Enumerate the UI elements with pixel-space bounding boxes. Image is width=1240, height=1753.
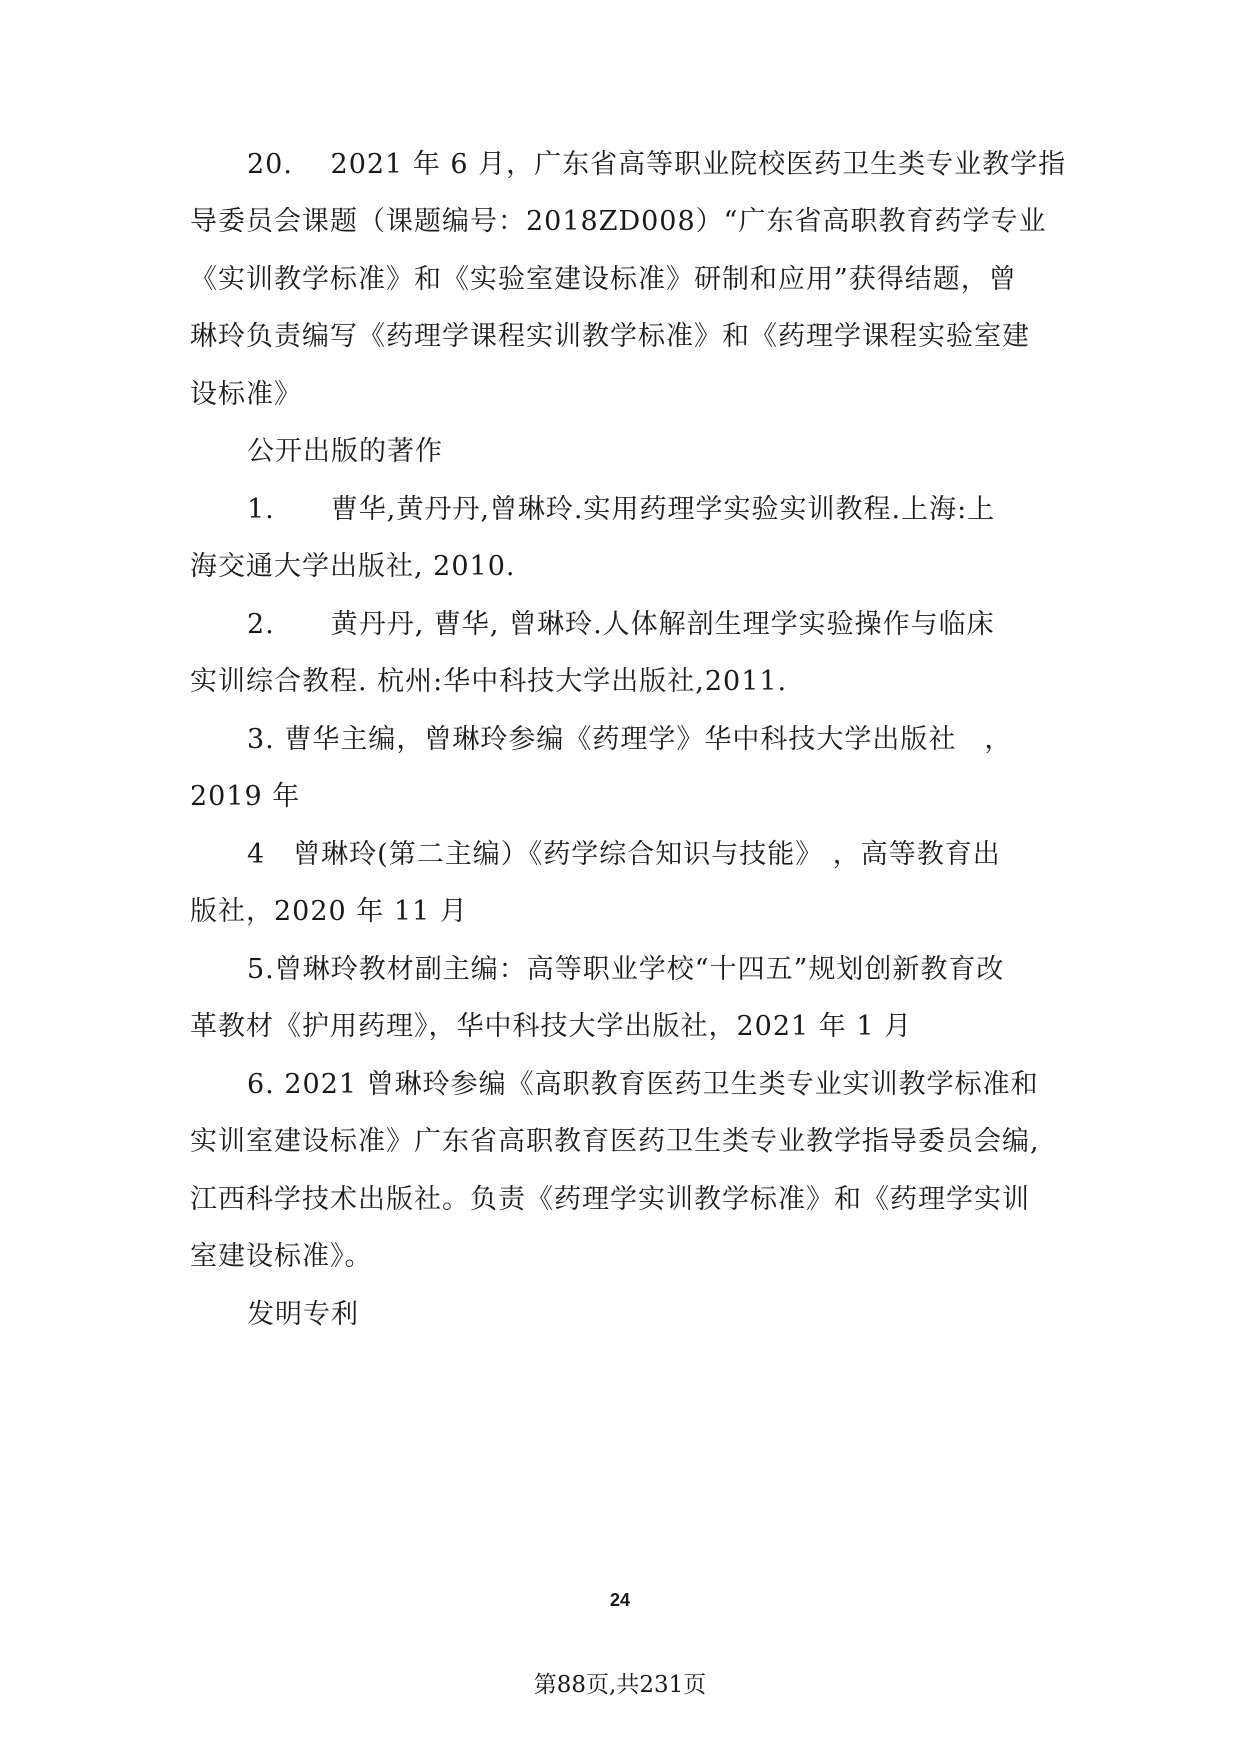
publication-line: 6. 2021 曾琳玲参编《高职教育医药卫生类专业实训教学标准和 [247, 1069, 1039, 1100]
paragraph-line: 琳玲负责编写《药理学课程实训教学标准》和《药理学课程实验室建 [190, 321, 1030, 352]
section-heading-patents: 发明专利 [247, 1299, 359, 1330]
publication-line: 2019 年 [190, 781, 301, 812]
publication-line: 4 曾琳玲(第二主编）《药学综合知识与技能》 ，高等教育出 [247, 839, 1001, 870]
paragraph-line: 20. 2021 年 6 月，广东省高等职业院校医药卫生类专业教学指 [247, 149, 1067, 180]
paragraph-line: 设标准》 [190, 379, 302, 410]
publication-line: 1. 曹华,黄丹丹,曾琳玲.实用药理学实验实训教程.上海:上 [247, 494, 996, 525]
publication-line: 实训室建设标准》广东省高职教育医药卫生类专业教学指导委员会编, [190, 1126, 1040, 1157]
publication-line: 江西科学技术出版社。负责《药理学实训教学标准》和《药理学实训 [190, 1184, 1030, 1215]
publication-line: 海交通大学出版社, 2010. [190, 551, 516, 582]
publication-line: 版社，2020 年 11 月 [190, 896, 468, 927]
publication-line: 3. 曹华主编，曾琳玲参编《药理学》华中科技大学出版社 ， [247, 724, 1013, 755]
publication-line: 2. 黄丹丹, 曹华, 曾琳玲.人体解剖生理学实验操作与临床 [247, 609, 995, 640]
paragraph-line: 导委员会课题（课题编号：2018ZD008）“广东省高职教育药学专业 [190, 206, 1047, 237]
section-heading-publications: 公开出版的著作 [247, 436, 443, 467]
page-footer: 第88页,共231页 [533, 1672, 707, 1698]
publication-line: 室建设标准》。 [190, 1241, 373, 1272]
page-number: 24 [609, 1590, 631, 1610]
publication-line: 实训综合教程. 杭州:华中科技大学出版社,2011. [190, 666, 788, 697]
publication-line: 革教材《护用药理》，华中科技大学出版社，2021 年 1 月 [190, 1011, 913, 1042]
paragraph-line: 《实训教学标准》和《实验室建设标准》研制和应用”获得结题，曾 [190, 264, 1017, 295]
publication-line: 5.曾琳玲教材副主编：高等职业学校“十四五”规划创新教育改 [247, 954, 1005, 985]
